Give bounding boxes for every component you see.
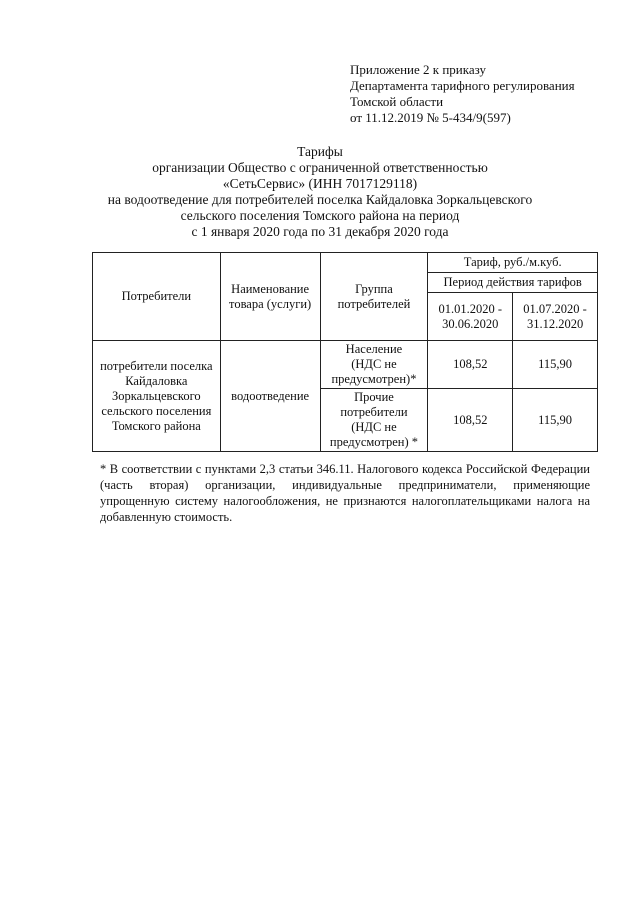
title-line: сельского поселения Томского района на период: [180, 208, 460, 223]
cell-product: водоотведение: [220, 341, 320, 452]
appendix-line: от 11.12.2019 № 5-434/9(597): [350, 110, 511, 125]
title-line: Тарифы: [297, 144, 343, 159]
table-row: [93, 341, 598, 389]
tariff-table: [92, 252, 598, 452]
header-period-1: 01.01.2020 - 30.06.2020: [428, 293, 513, 341]
cell-tariff-period-2: 115,90: [513, 389, 598, 452]
document-title: [60, 144, 580, 240]
appendix-line: Томской области: [350, 94, 444, 109]
title-line: на водоотведение для потребителей поселка Кайдаловка Зоркальцевского: [107, 192, 533, 207]
header-consumers: Потребители: [93, 253, 221, 341]
cell-tariff-period-1: 108,52: [428, 341, 513, 389]
cell-group: Население (НДС не предусмотрен)*: [320, 341, 428, 389]
appendix-block: [350, 62, 620, 126]
title-line: «СетьСервис» (ИНН 7017129118): [222, 176, 418, 191]
cell-tariff-period-1: 108,52: [428, 389, 513, 452]
header-tariff: Тариф, руб./м.куб.: [428, 253, 598, 273]
header-group: Группа потребителей: [320, 253, 428, 341]
footnote: * В соответствии с пунктами 2,3 статьи 346.11. Налогового кодекса Российской Федерации (часть вторая) организации, индивидуальные предприниматели, применяющие упрощенную систему налогообложения, не признаются налогоплательщиками налога на добавленную стоимость.: [100, 462, 590, 524]
title-line: организации Общество с ограниченной ответственностью: [152, 160, 488, 175]
header-product: Наименование товара (услуги): [220, 253, 320, 341]
header-period: Период действия тарифов: [428, 273, 598, 293]
appendix-line: Приложение 2 к приказу: [350, 62, 487, 77]
cell-consumers: потребители поселка Кайдаловка Зоркальцевского сельского поселения Томского района: [93, 341, 221, 452]
cell-tariff-period-2: 115,90: [513, 341, 598, 389]
cell-group: Прочие потребители (НДС не предусмотрен) *: [320, 389, 428, 452]
appendix-line: Департамента тарифного регулирования: [350, 78, 575, 93]
title-line: с 1 января 2020 года по 31 декабря 2020 года: [191, 224, 449, 239]
header-period-2: 01.07.2020 - 31.12.2020: [513, 293, 598, 341]
